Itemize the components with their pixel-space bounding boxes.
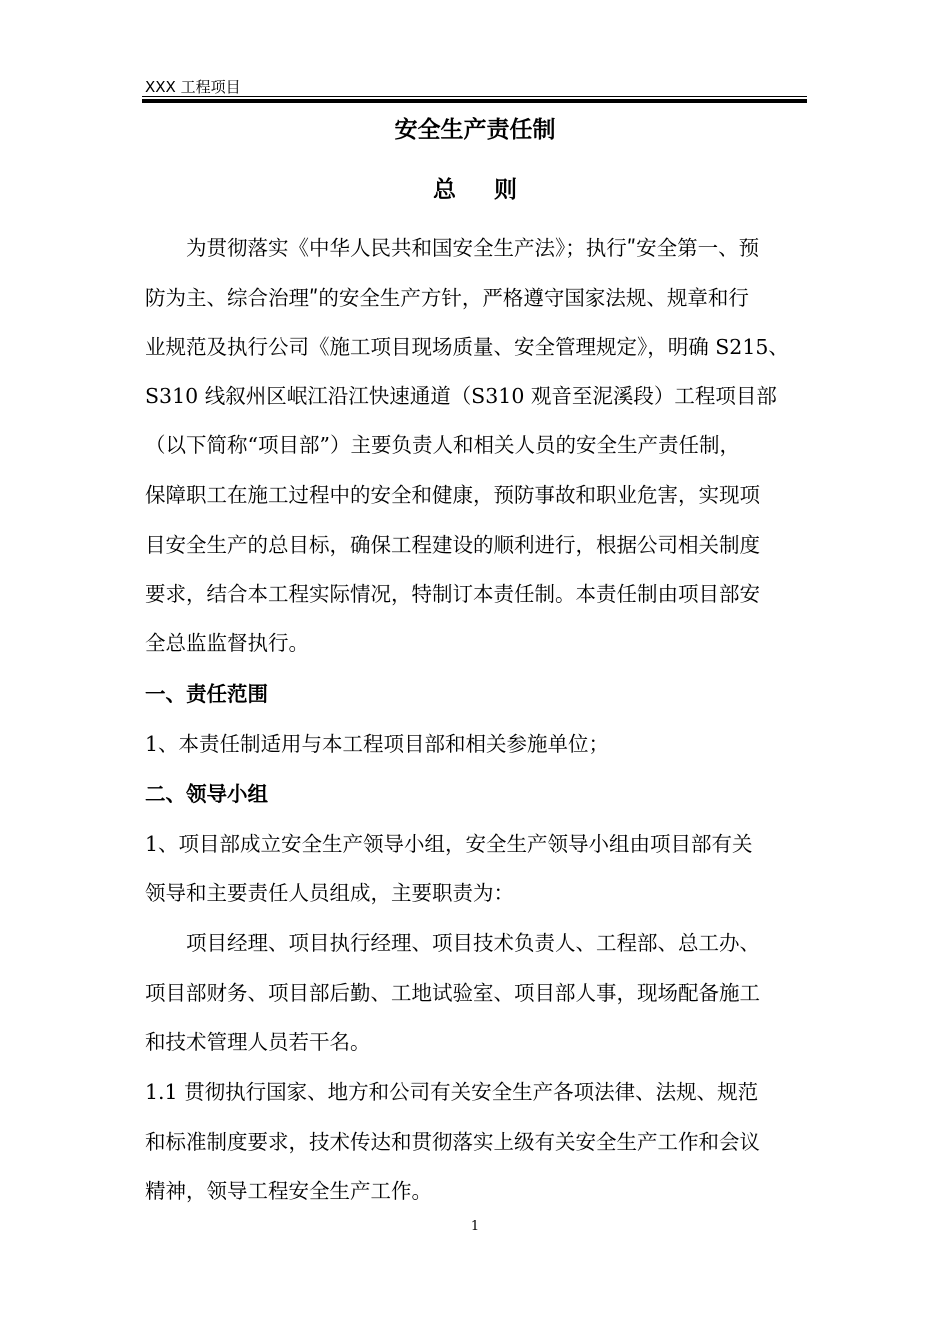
- para1-line-6: 保障职工在施工过程中的安全和健康，预防事故和职业危害，实现项: [145, 483, 760, 507]
- document-title: 安全生产责任制: [394, 117, 556, 143]
- section2-item1-1-line-1: 1.1 贯彻执行国家、地方和公司有关安全生产各项法律、法规、规范: [145, 1080, 759, 1104]
- para1-line-8: 要求，结合本工程实际情况，特制订本责任制。本责任制由项目部安: [145, 582, 760, 606]
- section-title-general: [0, 175, 950, 205]
- header-rule-thin: [142, 96, 807, 97]
- section2-members-line-2: 项目部财务、项目部后勤、工地试验室、项目部人事，现场配备施工: [145, 981, 760, 1005]
- subtitle-char-1: 总: [433, 177, 456, 203]
- subtitle-char-2: 则: [494, 177, 517, 203]
- para1-line-2: 防为主、综合治理ʺ的安全生产方针，严格遵守国家法规、规章和行: [145, 286, 749, 310]
- section2-members-line-3: 和技术管理人员若干名。: [145, 1030, 371, 1054]
- section2-item1-line-1: 1、项目部成立安全生产领导小组，安全生产领导小组由项目部有关: [145, 832, 753, 856]
- page-number: 1: [470, 1219, 480, 1234]
- section2-item1-1-line-3: 精神，领导工程安全生产工作。: [145, 1179, 432, 1203]
- section2-heading: 二、领导小组: [145, 782, 268, 806]
- para1-line-9: 全总监监督执行。: [145, 631, 309, 655]
- section2-item1-1-line-2: 和标准制度要求，技术传达和贯彻落实上级有关安全生产工作和会议: [145, 1130, 760, 1154]
- header-rule-thick: [142, 99, 807, 103]
- section2-members-line-1: 项目经理、项目执行经理、项目技术负责人、工程部、总工办、: [186, 931, 760, 955]
- para1-line-5: （以下简称“项目部”）主要负责人和相关人员的安全生产责任制，: [145, 433, 740, 457]
- section1-item1: 1、本责任制适用与本工程项目部和相关参施单位；: [145, 732, 610, 756]
- para1-line-1: 为贯彻落实《中华人民共和国安全生产法》；执行ʺ安全第一、预: [186, 236, 760, 260]
- para1-line-4: S310 线叙州区岷江沿江快速通道（S310 观音至泥溪段）工程项目部: [145, 384, 777, 408]
- page-header-project: XXX 工程项目: [145, 78, 241, 96]
- para1-line-7: 目安全生产的总目标，确保工程建设的顺利进行，根据公司相关制度: [145, 533, 760, 557]
- section2-item1-line-2: 领导和主要责任人员组成，主要职责为：: [145, 881, 514, 905]
- para1-line-3: 业规范及执行公司《施工项目现场质量、安全管理规定》，明确 S215、: [145, 335, 789, 359]
- section1-heading: 一、责任范围: [145, 682, 268, 706]
